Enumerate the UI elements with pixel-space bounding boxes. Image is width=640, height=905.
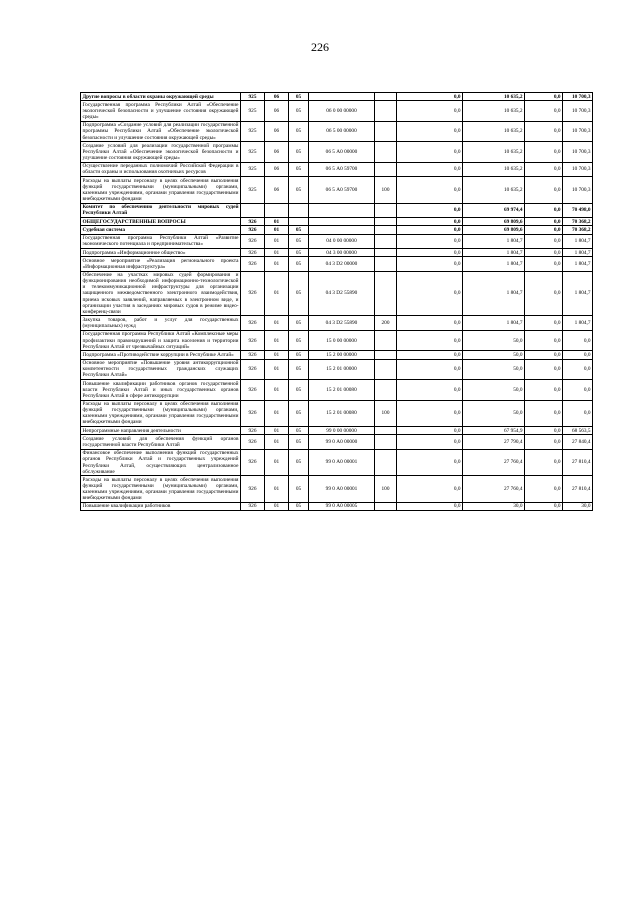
cell-expense-type <box>375 427 397 435</box>
cell-ministry-code: 926 <box>241 330 265 350</box>
cell-section: 01 <box>265 400 289 427</box>
cell-amount-1: 0,0 <box>397 162 463 176</box>
cell-amount-4: 10 700,3 <box>563 177 593 204</box>
cell-expense-type <box>375 93 397 101</box>
cell-target-article: 06 0 00 00000 <box>309 101 375 121</box>
cell-amount-3: 0,0 <box>525 330 563 350</box>
cell-amount-4: 10 700,3 <box>563 142 593 162</box>
cell-subsection: 05 <box>289 380 309 400</box>
table-row <box>81 218 593 226</box>
table-row <box>81 271 593 316</box>
cell-subsection: 05 <box>289 427 309 435</box>
table-row <box>81 142 593 162</box>
cell-expense-type: 200 <box>375 316 397 330</box>
cell-amount-1: 0,0 <box>397 476 463 503</box>
cell-expense-type <box>375 101 397 121</box>
cell-amount-3: 0,0 <box>525 359 563 379</box>
cell-amount-3: 0,0 <box>525 257 563 271</box>
cell-ministry-code: 925 <box>241 121 265 141</box>
cell-amount-4: 1 804,7 <box>563 316 593 330</box>
cell-target-article: 04 3 D2 55890 <box>309 316 375 330</box>
cell-amount-4: 10 700,3 <box>563 93 593 101</box>
cell-section: 01 <box>265 359 289 379</box>
cell-expense-type <box>375 162 397 176</box>
table-row <box>81 248 593 256</box>
cell-target-article <box>309 226 375 234</box>
cell-name: Осуществление переданных полномочий Российской Федерации в области охраны и использования охотничьих ресурсов <box>82 163 239 176</box>
cell-name: Повышение квалификации работников органов государственной власти Республики Алтай и иных государственных органов Республики Алтай в сфере антикоррупции <box>82 380 239 399</box>
cell-amount-2: 10 635,2 <box>463 162 525 176</box>
table-row <box>81 435 593 449</box>
cell-amount-4: 27 810,4 <box>563 476 593 503</box>
cell-amount-3: 0,0 <box>525 427 563 435</box>
cell-name: Повышение квалификации работников <box>81 502 241 510</box>
cell-expense-type: 100 <box>375 400 397 427</box>
cell-name: Создание условий для реализации государственной программы Республики Алтай «Обеспечение экологической безопасности и улучшение состояния окружающей среды» <box>82 142 239 161</box>
cell-expense-type: 100 <box>375 476 397 503</box>
cell-ministry-code: 926 <box>241 502 265 510</box>
cell-amount-3: 0,0 <box>525 218 563 226</box>
cell-name: Основное мероприятие «Повышение уровня антикоррупционной компетентности государственных гражданских служащих Республики Алтай» <box>82 360 239 379</box>
table-row <box>81 203 593 217</box>
cell-amount-3: 0,0 <box>525 400 563 427</box>
cell-ministry-code: 926 <box>241 351 265 359</box>
cell-ministry-code: 925 <box>241 142 265 162</box>
page-number: 226 <box>311 40 329 54</box>
cell-amount-4: 0,0 <box>563 359 593 379</box>
cell-amount-4: 0,0 <box>563 351 593 359</box>
cell-expense-type <box>375 271 397 316</box>
table-row <box>81 330 593 350</box>
cell-amount-4: 70 498,0 <box>563 203 593 217</box>
cell-name: Комитет по обеспечению деятельности мировых судей Республики Алтай <box>82 204 239 217</box>
cell-amount-4: 0,0 <box>563 400 593 427</box>
table-row <box>81 93 593 101</box>
cell-target-article: 06 5 А0 00000 <box>309 142 375 162</box>
cell-amount-4: 1 804,7 <box>563 271 593 316</box>
cell-expense-type <box>375 203 397 217</box>
cell-target-article: 99 0 А0 00001 <box>309 449 375 476</box>
cell-section: 01 <box>265 502 289 510</box>
cell-section: 01 <box>265 218 289 226</box>
cell-subsection: 05 <box>289 177 309 204</box>
cell-amount-2: 10 635,2 <box>463 101 525 121</box>
cell-section: 01 <box>265 226 289 234</box>
table-row <box>81 316 593 330</box>
cell-amount-2: 10 635,2 <box>463 142 525 162</box>
cell-name: Подпрограмма «Противодействие коррупции в Республике Алтай» <box>81 351 241 359</box>
cell-amount-4: 0,0 <box>563 330 593 350</box>
cell-subsection: 05 <box>289 257 309 271</box>
cell-ministry-code: 926 <box>241 234 265 248</box>
cell-amount-3: 0,0 <box>525 101 563 121</box>
cell-amount-2: 30,0 <box>463 502 525 510</box>
cell-amount-4: 70 368,2 <box>563 218 593 226</box>
cell-ministry-code: 926 <box>241 226 265 234</box>
cell-subsection: 05 <box>289 476 309 503</box>
cell-amount-1: 0,0 <box>397 177 463 204</box>
cell-ministry-code: 926 <box>241 427 265 435</box>
cell-target-article: 99 0 А0 00001 <box>309 476 375 503</box>
cell-expense-type <box>375 435 397 449</box>
cell-amount-2: 50,0 <box>463 359 525 379</box>
cell-amount-4: 0,0 <box>563 380 593 400</box>
cell-section: 01 <box>265 449 289 476</box>
cell-subsection: 05 <box>289 359 309 379</box>
cell-name: Расходы на выплаты персоналу в целях обеспечения выполнения функций государственными (муниципальными) органами, казенными учреждениями, органами управления государственными внебюджетными фондами <box>82 177 239 202</box>
table-row <box>81 162 593 176</box>
cell-expense-type: 100 <box>375 177 397 204</box>
table-row <box>81 177 593 204</box>
cell-name: Обеспечение на участках мировых судей формирования и функционирования необходимой информационно-технологической и телекоммуникационной инфраструктуры для организации защищенного межведомственного электронного взаимодействия, приема исковых заявлений, направляемых в электронном виде, и организации участия в заседаниях мировых судов в режиме видео-конференц-связи <box>82 272 239 315</box>
cell-subsection: 05 <box>289 502 309 510</box>
cell-ministry-code: 926 <box>241 271 265 316</box>
cell-amount-1: 0,0 <box>397 316 463 330</box>
cell-ministry-code: 926 <box>241 449 265 476</box>
table-row <box>81 427 593 435</box>
cell-expense-type <box>375 257 397 271</box>
cell-section: 01 <box>265 435 289 449</box>
table-row <box>81 121 593 141</box>
table-row <box>81 101 593 121</box>
cell-amount-4: 10 700,3 <box>563 162 593 176</box>
cell-subsection: 05 <box>289 330 309 350</box>
cell-name: Закупка товаров, работ и услуг для государственных (муниципальных) нужд <box>82 317 239 330</box>
cell-target-article: 06 5 А0 59700 <box>309 177 375 204</box>
cell-ministry-code: 926 <box>241 435 265 449</box>
cell-amount-3: 0,0 <box>525 203 563 217</box>
cell-expense-type <box>375 330 397 350</box>
cell-section: 06 <box>265 101 289 121</box>
table-row <box>81 502 593 510</box>
cell-subsection: 05 <box>289 93 309 101</box>
cell-amount-3: 0,0 <box>525 502 563 510</box>
cell-expense-type <box>375 218 397 226</box>
cell-section: 01 <box>265 248 289 256</box>
cell-expense-type <box>375 502 397 510</box>
cell-name: Судебная система <box>81 226 241 234</box>
cell-amount-2: 1 804,7 <box>463 271 525 316</box>
cell-expense-type <box>375 351 397 359</box>
cell-ministry-code: 925 <box>241 101 265 121</box>
cell-amount-4: 30,0 <box>563 502 593 510</box>
cell-target-article <box>309 218 375 226</box>
cell-expense-type <box>375 121 397 141</box>
cell-amount-4: 1 804,7 <box>563 257 593 271</box>
cell-amount-1: 0,0 <box>397 380 463 400</box>
cell-target-article: 04 3 00 00000 <box>309 248 375 256</box>
cell-amount-3: 0,0 <box>525 380 563 400</box>
cell-subsection: 05 <box>289 271 309 316</box>
cell-amount-2: 1 804,7 <box>463 257 525 271</box>
cell-target-article: 99 0 А0 00000 <box>309 435 375 449</box>
cell-amount-2: 69 809,6 <box>463 226 525 234</box>
cell-section: 06 <box>265 121 289 141</box>
cell-amount-1: 0,0 <box>397 234 463 248</box>
cell-section: 01 <box>265 257 289 271</box>
cell-amount-1: 0,0 <box>397 218 463 226</box>
cell-name: Расходы на выплаты персоналу в целях обеспечения выполнения функций государственными (муниципальными) органами, казенными учреждениями, органами управления государственными внебюджетными фондами <box>82 476 239 502</box>
cell-amount-4: 1 804,7 <box>563 248 593 256</box>
cell-amount-2: 1 804,7 <box>463 248 525 256</box>
cell-amount-3: 0,0 <box>525 351 563 359</box>
cell-target-article <box>309 203 375 217</box>
cell-amount-1: 0,0 <box>397 271 463 316</box>
cell-subsection: 05 <box>289 234 309 248</box>
cell-amount-3: 0,0 <box>525 476 563 503</box>
cell-target-article: 04 0 00 00000 <box>309 234 375 248</box>
table-row <box>81 476 593 503</box>
cell-amount-2: 1 804,7 <box>463 316 525 330</box>
cell-amount-3: 0,0 <box>525 316 563 330</box>
cell-ministry-code: 926 <box>241 380 265 400</box>
cell-target-article: 15 2 01 00080 <box>309 380 375 400</box>
cell-section: 01 <box>265 271 289 316</box>
cell-expense-type <box>375 226 397 234</box>
cell-subsection: 05 <box>289 142 309 162</box>
cell-name: Подпрограмма «Создание условий для реализации государственной программы Республики Алтай «Обеспечение экологической безопасности и улучшение состояния окружающей среды» <box>82 122 239 141</box>
cell-subsection: 05 <box>289 449 309 476</box>
cell-expense-type <box>375 142 397 162</box>
cell-amount-2: 27 760,4 <box>463 476 525 503</box>
cell-name: Создание условий для обеспечения функций органов государственной власти Республики Алтай <box>82 435 239 449</box>
cell-subsection: 05 <box>289 248 309 256</box>
cell-section: 01 <box>265 351 289 359</box>
cell-amount-1: 0,0 <box>397 359 463 379</box>
cell-amount-3: 0,0 <box>525 177 563 204</box>
cell-amount-2: 50,0 <box>463 380 525 400</box>
cell-amount-1: 0,0 <box>397 248 463 256</box>
cell-section: 01 <box>265 316 289 330</box>
cell-section <box>265 203 289 217</box>
cell-amount-1: 0,0 <box>397 435 463 449</box>
cell-amount-3: 0,0 <box>525 248 563 256</box>
cell-amount-4: 27 810,4 <box>563 449 593 476</box>
cell-section: 01 <box>265 380 289 400</box>
cell-subsection: 05 <box>289 162 309 176</box>
cell-amount-1: 0,0 <box>397 400 463 427</box>
table-row <box>81 226 593 234</box>
cell-amount-3: 0,0 <box>525 435 563 449</box>
cell-amount-1: 0,0 <box>397 330 463 350</box>
cell-expense-type <box>375 380 397 400</box>
cell-amount-2: 50,0 <box>463 400 525 427</box>
cell-section: 01 <box>265 234 289 248</box>
cell-name: Непрограммные направления деятельности <box>81 427 241 435</box>
cell-amount-3: 0,0 <box>525 449 563 476</box>
cell-amount-1: 0,0 <box>397 449 463 476</box>
cell-name: Другие вопросы в области охраны окружающей среды <box>81 93 241 101</box>
cell-amount-3: 0,0 <box>525 162 563 176</box>
cell-amount-2: 10 635,2 <box>463 177 525 204</box>
table-row <box>81 234 593 248</box>
cell-amount-2: 10 635,2 <box>463 93 525 101</box>
cell-amount-4: 27 840,4 <box>563 435 593 449</box>
cell-amount-2: 69 974,4 <box>463 203 525 217</box>
cell-amount-2: 1 804,7 <box>463 234 525 248</box>
cell-section: 01 <box>265 330 289 350</box>
cell-amount-1: 0,0 <box>397 142 463 162</box>
cell-amount-4: 68 563,5 <box>563 427 593 435</box>
cell-ministry-code <box>241 203 265 217</box>
cell-amount-3: 0,0 <box>525 121 563 141</box>
cell-section: 06 <box>265 142 289 162</box>
table-row <box>81 257 593 271</box>
cell-amount-3: 0,0 <box>525 226 563 234</box>
cell-subsection <box>289 203 309 217</box>
cell-amount-1: 0,0 <box>397 101 463 121</box>
table-row <box>81 400 593 427</box>
cell-ministry-code: 926 <box>241 248 265 256</box>
cell-subsection: 05 <box>289 316 309 330</box>
cell-amount-4: 70 368,2 <box>563 226 593 234</box>
cell-section: 06 <box>265 177 289 204</box>
cell-amount-3: 0,0 <box>525 234 563 248</box>
cell-subsection: 05 <box>289 226 309 234</box>
cell-subsection: 05 <box>289 121 309 141</box>
cell-ministry-code: 926 <box>241 476 265 503</box>
cell-ministry-code: 925 <box>241 162 265 176</box>
cell-amount-1: 0,0 <box>397 351 463 359</box>
cell-target-article: 04 3 D2 00000 <box>309 257 375 271</box>
cell-amount-1: 0,0 <box>397 121 463 141</box>
cell-section: 06 <box>265 93 289 101</box>
cell-amount-2: 67 954,9 <box>463 427 525 435</box>
cell-ministry-code: 926 <box>241 359 265 379</box>
cell-expense-type <box>375 359 397 379</box>
cell-amount-2: 27 760,4 <box>463 449 525 476</box>
cell-subsection <box>289 218 309 226</box>
cell-amount-2: 50,0 <box>463 330 525 350</box>
table-row <box>81 380 593 400</box>
cell-ministry-code: 926 <box>241 316 265 330</box>
cell-target-article: 15 2 01 00080 <box>309 400 375 427</box>
cell-target-article: 06 5 00 00000 <box>309 121 375 141</box>
cell-amount-1: 0,0 <box>397 93 463 101</box>
cell-ministry-code: 926 <box>241 257 265 271</box>
cell-target-article: 04 3 D2 55890 <box>309 271 375 316</box>
cell-amount-2: 50,0 <box>463 351 525 359</box>
cell-target-article: 99 0 А0 00005 <box>309 502 375 510</box>
cell-subsection: 05 <box>289 351 309 359</box>
table-row <box>81 351 593 359</box>
cell-section: 01 <box>265 427 289 435</box>
cell-name: Государственная программа Республики Алтай «Обеспечение экологической безопасности и улучшение состояния окружающей среды» <box>82 101 239 121</box>
cell-amount-3: 0,0 <box>525 271 563 316</box>
cell-subsection: 05 <box>289 400 309 427</box>
cell-ministry-code: 925 <box>241 93 265 101</box>
cell-target-article: 06 5 А0 59700 <box>309 162 375 176</box>
table-row <box>81 449 593 476</box>
cell-target-article: 15 2 00 00000 <box>309 351 375 359</box>
cell-amount-2: 10 635,2 <box>463 121 525 141</box>
cell-name: Расходы на выплаты персоналу в целях обеспечения выполнения функций государственными (муниципальными) органами, казенными учреждениями, органами управления государственными внебюджетными фондами <box>82 401 239 426</box>
cell-name: Финансовое обеспечение выполнения функций государственных органов Республики Алтай и государственных учреждений Республики Алтай, осуществляющих централизованное обслуживание <box>82 450 239 475</box>
cell-amount-2: 69 809,6 <box>463 218 525 226</box>
cell-name: Государственная программа Республики Алтай «Развитие экономического потенциала и предпринимательства» <box>82 235 239 248</box>
cell-name: Подпрограмма «Информационное общество» <box>81 248 241 256</box>
cell-section: 06 <box>265 162 289 176</box>
budget-table <box>80 92 593 511</box>
cell-ministry-code: 926 <box>241 218 265 226</box>
cell-name: Государственная программа Республики Алтай «Комплексные меры профилактики правонарушений и защита населения и территории Республики Алтай от чрезвычайных ситуаций» <box>82 331 239 350</box>
cell-expense-type <box>375 248 397 256</box>
cell-section: 01 <box>265 476 289 503</box>
cell-amount-4: 10 700,3 <box>563 101 593 121</box>
cell-amount-2: 27 790,4 <box>463 435 525 449</box>
cell-amount-3: 0,0 <box>525 93 563 101</box>
cell-target-article: 99 0 00 00000 <box>309 427 375 435</box>
cell-target-article: 15 0 00 00000 <box>309 330 375 350</box>
cell-amount-1: 0,0 <box>397 203 463 217</box>
cell-amount-1: 0,0 <box>397 502 463 510</box>
cell-amount-1: 0,0 <box>397 427 463 435</box>
cell-target-article <box>309 93 375 101</box>
cell-name: ОБЩЕГОСУДАРСТВЕННЫЕ ВОПРОСЫ <box>81 218 241 226</box>
cell-subsection: 05 <box>289 435 309 449</box>
cell-amount-1: 0,0 <box>397 226 463 234</box>
cell-target-article: 15 2 01 00000 <box>309 359 375 379</box>
cell-amount-1: 0,0 <box>397 257 463 271</box>
cell-amount-4: 1 804,7 <box>563 234 593 248</box>
cell-ministry-code: 925 <box>241 177 265 204</box>
cell-name: Основное мероприятие «Реализация регионального проекта «Информационная инфраструктура» <box>82 257 239 270</box>
cell-amount-3: 0,0 <box>525 142 563 162</box>
cell-expense-type <box>375 449 397 476</box>
cell-subsection: 05 <box>289 101 309 121</box>
cell-ministry-code: 926 <box>241 400 265 427</box>
cell-amount-4: 10 700,3 <box>563 121 593 141</box>
cell-expense-type <box>375 234 397 248</box>
table-row <box>81 359 593 379</box>
